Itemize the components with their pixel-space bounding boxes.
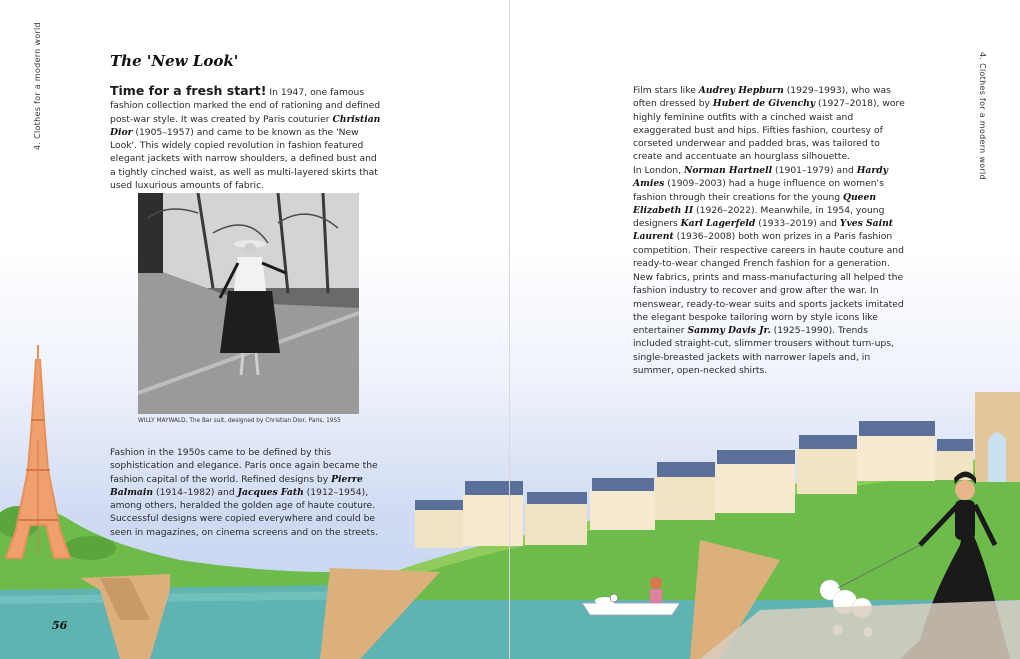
designer-name: Pierre Balmain [110,473,363,498]
chapter-side-label-right: 4. Clothes for a modern world [978,52,987,180]
photo-caption: WILLY MAYWALD, The Bar suit, designed by Christian Dior, Paris, 1955 [138,418,341,424]
person-name: Sammy Davis Jr. [687,325,771,337]
chapter-side-label-left: 4. Clothes for a modern world [33,22,42,150]
intro-paragraph: Time for a fresh start! In 1947, one famous fashion collection marked the end of rationing and defined post-war style. It was created by Paris couturier Christian Dior (1905–1957) and came to be known as the 'New Look'. This widely copied revolution in fashion featured elegant jackets with narrow shoulders, a defined bust and a tightly cinched waist, as well as multi-layered skirts that used luxurious amounts of fabric. [110,83,381,192]
paragraph-menswear: New fabrics, prints and mass-manufacturing all helped the fashion industry to recover and grow after the war. In menswear, ready-to-wear suits and sports jackets imitated the elegant bespoke tailoring worn by style icons like entertainer Sammy Davis Jr. (1925–1990). Trends included straight-cut, slimmer trousers without turn-ups, single-breasted jackets with narrower lapels and, in summer, open-necked shirts. [633,272,904,377]
section-heading: The 'New Look' [110,52,239,70]
designer-name: Norman Hartnell [683,165,773,176]
designer-name: Karl Lagerfeld [680,218,756,230]
designer-name: Jacques Fath [237,486,304,498]
bar-suit-photo [138,193,359,414]
paragraph-film-stars: Film stars like Audrey Hepburn (1929–1993), who was often dressed by Hubert de Givenchy (1927–2018), wore highly feminine outfits with a cinched waist and exaggerated bust and hips. Fifties fashion, courtesy of corseted underwear and padded bras, was tailored to create and accentuate an hourglass silhouette. [633,85,905,163]
page-gutter [509,0,510,659]
designer-name: Hubert de Givenchy [712,98,816,110]
designer-name: Yves Saint Laurent [633,218,894,243]
page-number: 56 [52,619,68,632]
person-name: Queen Elizabeth II [633,191,877,216]
designer-name: Hardy Amies [633,165,888,190]
designer-name: Christian Dior [110,113,381,138]
paragraph-london-designers: In London, Norman Hartnell (1901–1979) and Hardy Amies (1909–2003) had a huge influence on women's fashion through their creations for the young Queen Elizabeth II (1926–2022). Meanwhile, in 1954, young designers Karl Lagerfeld (1933–2019) and Yves Saint Laurent (1936–2008) both won prizes in a Paris fashion competition. Their respective careers in haute couture and ready-to-wear changed French fashion for a generation. [633,165,904,270]
person-name: Audrey Hepburn [698,85,784,96]
paragraph-haute-couture: Fashion in the 1950s came to be defined by this sophistication and elegance. Paris once again became the fashion capital of the world. Refined designs by Pierre Balmain (1914–1982) and Jacques Fath (1912–1954), among others, heralded the golden age of haute couture. Successful designs were copied everywhere and could be seen in magazines, on cinema screens and on the streets. [110,447,378,538]
lead-phrase: Time for a fresh start! [110,83,267,98]
